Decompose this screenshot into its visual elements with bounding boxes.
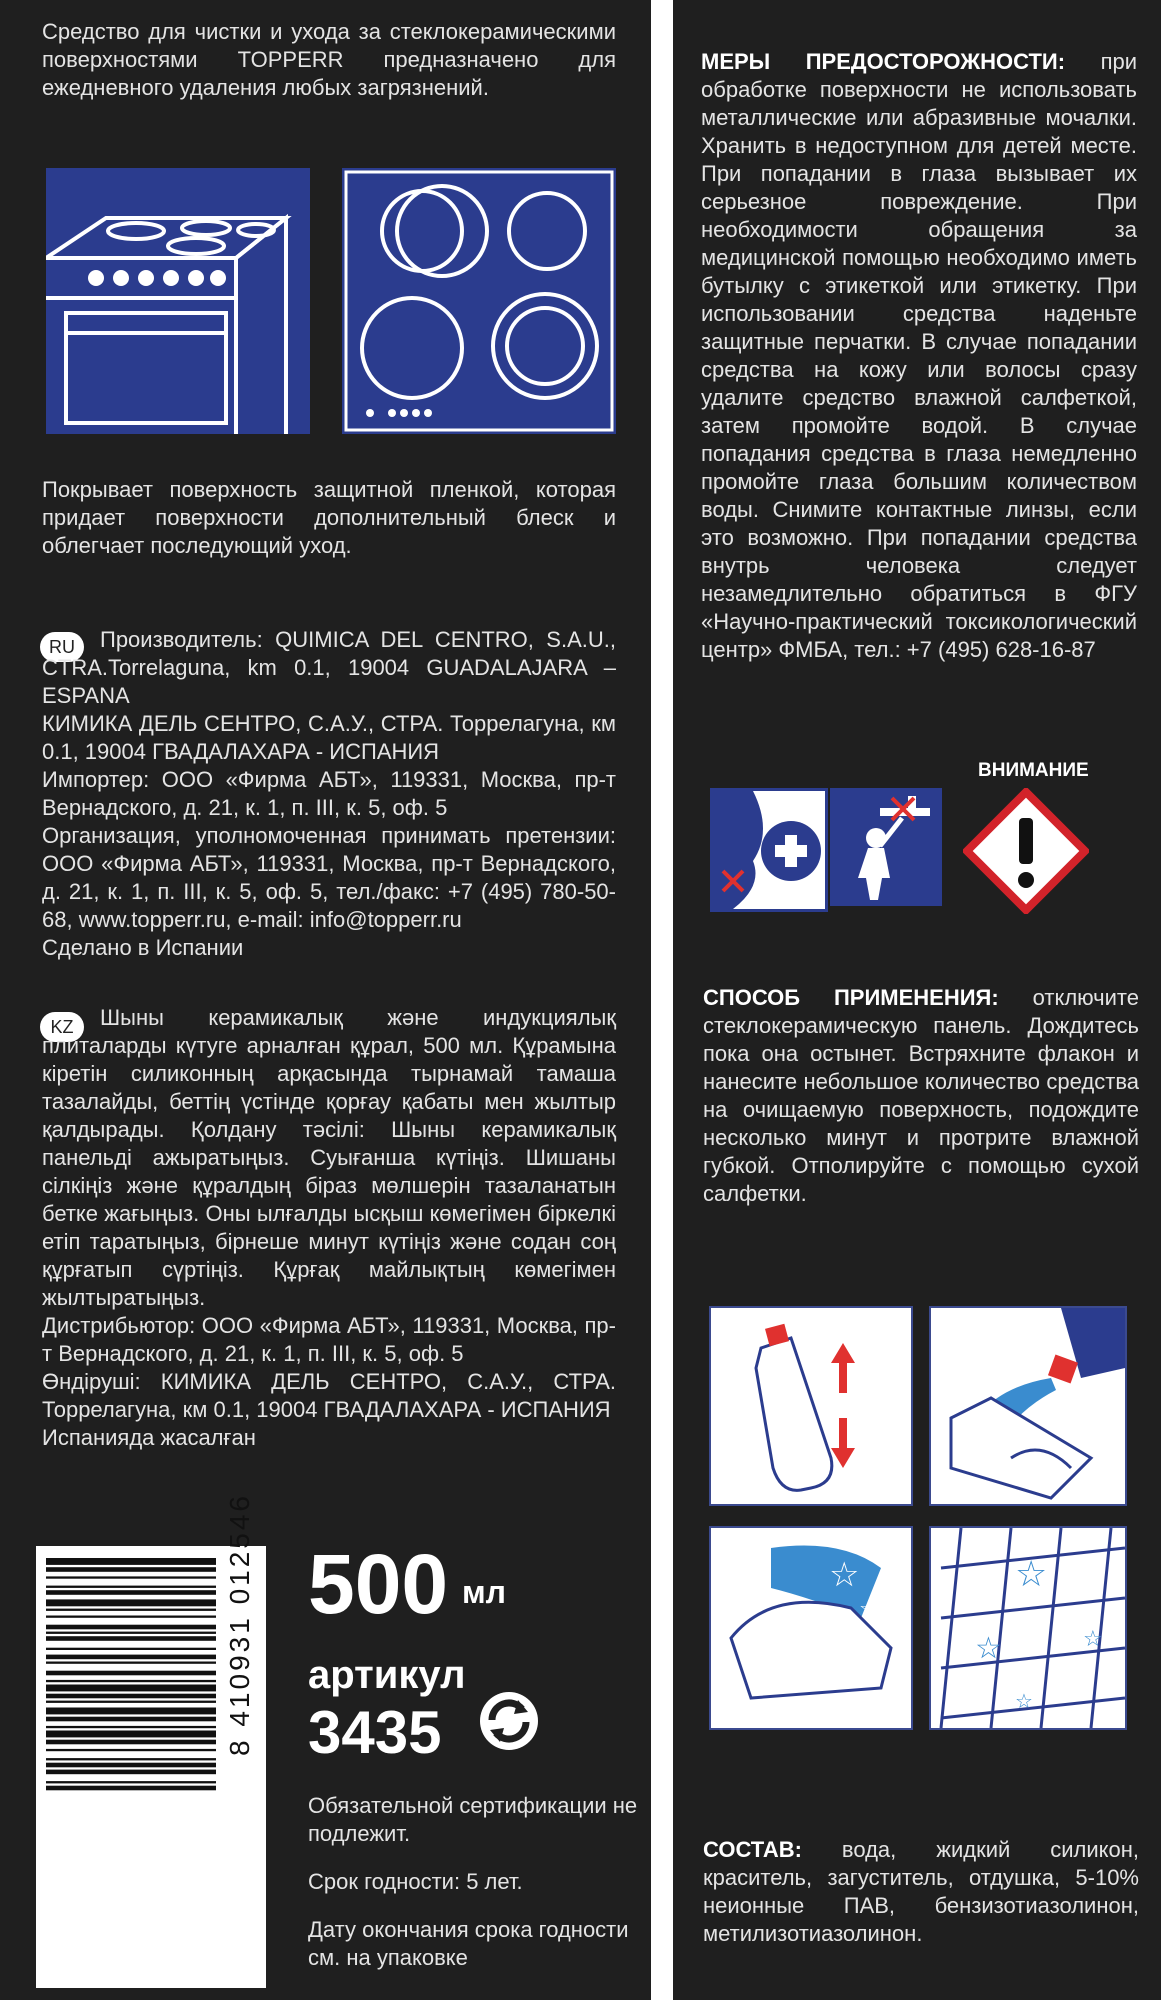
ru-manufacturer-line: Производитель: QUIMICA DEL CENTRO, S.A.U., CTRA.Torrelaguna, km 0.1, 19004 GUADALAJARA – ESPANA — [42, 627, 616, 708]
barcode-bar — [46, 1609, 216, 1611]
barcode-bar — [46, 1558, 216, 1565]
intro-text: Средство для чистки и ухода за стеклокерамическими поверхностями TOPPERR предназначено для ежедневного удаления любых загрязнений. — [42, 19, 616, 100]
ru-made-in-line: Сделано в Испании — [42, 935, 244, 960]
barcode-bar — [46, 1599, 216, 1606]
precautions-text: при обработке поверхности не использовать металлические или абразивные мочалки. Хранить в недоступном для детей месте. При попадании в глаза вызывает их серьезное повреждение. При необходимости обращения за медицинской помощью необходимо иметь бутылку с этикеткой или этикетку. При использовании средства наденьте защитные перчатки. В случае попадании средства на кожу или волосы сразу удалите средство влажной салфеткой, затем промойте водой. В случае попадания средства в глаза немедленно промойте глаза большим количеством воды. Снимите контактные линзы, если это возможно. При попадании средства внутрь человека следует незамедлительно обратиться в ФГУ «Научно-практический токсикологический центр» ФМБА, тел.: +7 (495) 628-16-87 — [701, 49, 1137, 662]
certification-note: Обязательной сертификации не подлежит. — [308, 1793, 638, 1846]
barcode-bar — [46, 1717, 216, 1722]
cooktop-illustration — [342, 168, 616, 434]
volume-unit: мл — [462, 1574, 506, 1610]
spray-illustration — [929, 1306, 1127, 1506]
ru-manufacturer-ru-line: КИМИКА ДЕЛЬ СЕНТРО, С.А.У., СТРА. Торрелагуна, км 0.1, 19004 ГВАДАЛАХАРА - ИСПАНИЯ — [42, 711, 616, 764]
keep-away-from-children-pictogram — [830, 788, 942, 906]
barcode: 8 410931 012546 — [36, 1546, 266, 1988]
svg-text:☆: ☆ — [829, 1555, 860, 1595]
svg-text:☆: ☆ — [1083, 1627, 1103, 1652]
barcode-bar — [46, 1662, 216, 1664]
hazard-exclamation-icon — [963, 788, 1089, 914]
kz-description: Шыны керамикалық және индукциялық плиталарды күтуге арналған құрал, 500 мл. Құрамына кіретін силиконның арқасында тырнамай тамаша тазалайды, беттің үстінде қорғау қабаты мен жылтыр қалдырады. Қолдану тәсілі: Шыны керамикалық панельді ажыратыңыз. Суығанша күтіңіз. Шишаны сілкіңіз және құралдың біраз мөлшерін тазаланатын бетке жағыңыз. Оны ылғалды ысқыш көмегімен біркелкі етіп таратыңыз, бірнеше минут күтіңіз және содан соң құрғатып сүртіңіз. Құрғақ майлықтың көмегімен жылтыратыңыз. — [42, 1005, 616, 1310]
svg-text:☆: ☆ — [975, 1631, 1002, 1666]
kz-language-badge: KZ — [40, 1012, 84, 1042]
usage-text: отключите стеклокерамическую панель. Дождитесь пока она остынет. Встряхните флакон и нанесите небольшое количество средства на очищаемую поверхность, подождите несколько минут и протрите влажной губкой. Отполируйте с помощью сухой салфетки. — [703, 985, 1139, 1206]
ru-language-badge: RU — [40, 632, 84, 662]
precautions-title: МЕРЫ ПРЕДОСТОРОЖНОСТИ: — [701, 49, 1066, 74]
usage-block — [703, 984, 1139, 1208]
composition-text: вода, жидкий силикон, краситель, загуститель, отдушка, 5-10% неионные ПАВ, бензизотиазолинон, метилизотиазолинон. — [703, 1837, 1139, 1946]
svg-text:☆: ☆ — [859, 1597, 879, 1622]
barcode-bar — [46, 1655, 216, 1660]
barcode-bar — [46, 1616, 216, 1618]
barcode-bar — [46, 1763, 216, 1768]
svg-text:☆: ☆ — [1015, 1554, 1048, 1595]
barcode-bar — [46, 1726, 216, 1728]
volume-number: 500 — [308, 1537, 449, 1631]
barcode-bar — [46, 1671, 216, 1676]
barcode-bar — [46, 1685, 216, 1692]
barcode-bar — [46, 1781, 216, 1783]
article-label: артикул — [308, 1653, 466, 1697]
barcode-bar — [46, 1731, 216, 1738]
barcode-bar — [46, 1648, 216, 1650]
barcode-bar — [46, 1590, 216, 1595]
barcode-bar — [46, 1576, 216, 1578]
expiry-note: Дату окончания срока годности см. на упаковке — [308, 1917, 629, 1970]
barcode-bar — [46, 1749, 216, 1751]
wipe-sponge-illustration — [709, 1526, 913, 1730]
ru-manufacturer-block — [42, 626, 616, 962]
barcode-bar — [46, 1636, 216, 1641]
article-number: 3435 — [308, 1699, 442, 1766]
barcode-bar — [46, 1567, 216, 1572]
clean-surface-illustration — [929, 1526, 1127, 1730]
shelf-life-note: Срок годности: 5 лет. — [308, 1869, 523, 1894]
kz-made-in: Испанияда жасалған — [42, 1425, 256, 1450]
protective-film-text: Покрывает поверхность защитной пленкой, которая придает поверхности дополнительный блеск и облегчает последующий уход. — [42, 477, 616, 558]
ru-claims-line: Организация, уполномоченная принимать претензии: ООО «Фирма АБТ», 119331, Москва, пр-т Вернадского, д. 21, к. 1, п. III, к. 5, оф. 5, тел./факс: +7 (495) 780-50-68, www.topperr.ru, e-mail: info@topperr.ru — [42, 823, 616, 932]
barcode-bar — [46, 1708, 216, 1715]
barcode-bar — [46, 1740, 216, 1745]
eye-protection-pictogram — [710, 788, 828, 912]
recycle-icon — [478, 1690, 540, 1752]
barcode-bar — [46, 1786, 216, 1791]
barcode-bar — [46, 1770, 216, 1775]
barcode-bar — [46, 1586, 216, 1588]
barcode-bar — [46, 1701, 216, 1703]
ru-importer-line: Импортер: ООО «Фирма АБТ», 119331, Москва, пр-т Вернадского, д. 21, к. 1, п. III, к. 5, оф. 5 — [42, 767, 616, 820]
precautions-block — [701, 48, 1137, 664]
kz-manufacturer: Өндіруші: КИМИКА ДЕЛЬ СЕНТРО, С.А.У., СТРА. Торрелагуна, км 0.1, 19004 ГВАДАЛАХАРА - ИСПАНИЯ — [42, 1369, 616, 1422]
shake-bottle-illustration — [709, 1306, 913, 1506]
composition-title: СОСТАВ: — [703, 1837, 802, 1862]
barcode-bar — [46, 1625, 216, 1630]
barcode-bar — [46, 1758, 216, 1760]
barcode-bar — [46, 1680, 216, 1682]
warning-label: ВНИМАНИЕ — [978, 760, 1089, 781]
composition-block — [703, 1836, 1139, 1948]
barcode-bar — [46, 1632, 216, 1634]
svg-text:☆: ☆ — [1015, 1689, 1033, 1713]
kz-distributor: Дистрибьютор: ООО «Фирма АБТ», 119331, Москва, пр-т Вернадского, д. 21, к. 1, п. III, к. 5, оф. 5 — [42, 1313, 616, 1366]
kz-info-block — [42, 1004, 616, 1452]
right-label-panel — [673, 0, 1161, 2000]
usage-title: СПОСОБ ПРИМЕНЕНИЯ: — [703, 985, 999, 1010]
barcode-bar — [46, 1694, 216, 1699]
stove-illustration — [46, 168, 310, 434]
